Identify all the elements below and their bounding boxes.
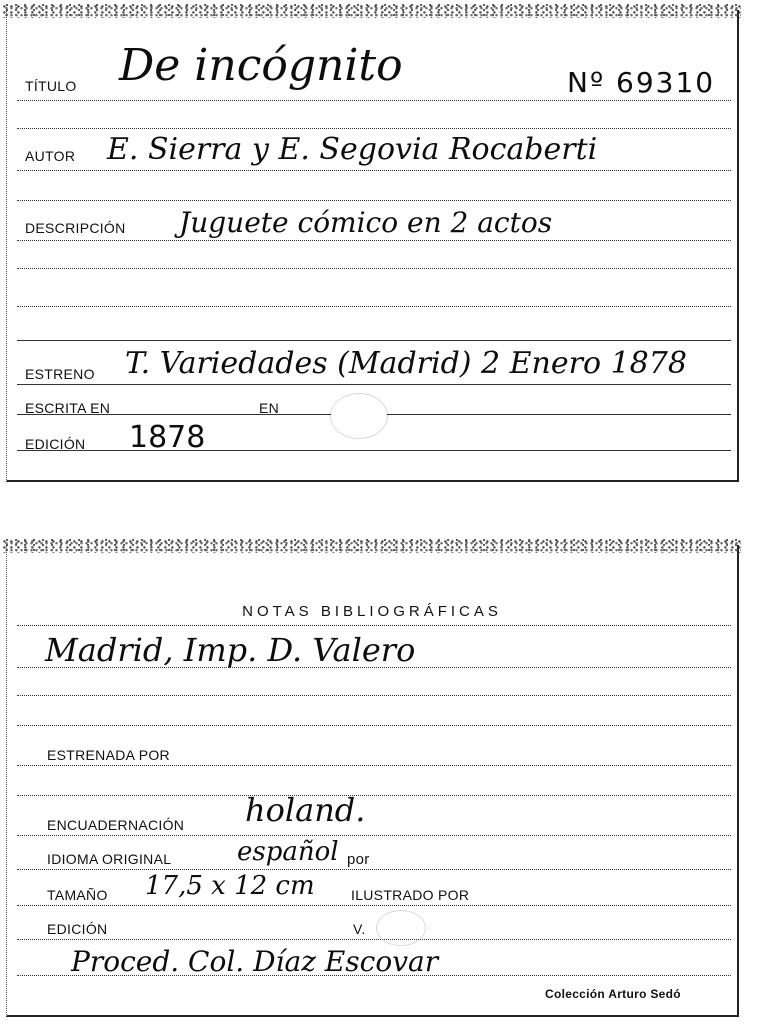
rule <box>17 939 731 940</box>
rule <box>17 128 731 129</box>
descripcion-value: Juguete cómico en 2 actos <box>179 206 553 239</box>
rule <box>17 905 731 906</box>
rule <box>17 100 731 101</box>
torn-edge <box>3 4 741 18</box>
rule <box>17 170 731 171</box>
rule <box>17 340 731 341</box>
estreno-label: ESTRENO <box>25 366 95 382</box>
tamano-label: TAMAÑO <box>47 887 108 903</box>
en-label: EN <box>259 400 280 416</box>
rule <box>17 869 731 870</box>
catalog-card-bottom <box>6 545 739 1017</box>
rule <box>17 667 731 668</box>
edicion-value: 1878 <box>129 420 206 455</box>
autor-value: E. Sierra y E. Segovia Rocaberti <box>107 132 598 167</box>
catalog-card-top <box>6 10 739 482</box>
torn-edge <box>3 539 741 553</box>
rule <box>17 200 731 201</box>
stamp-blot <box>331 394 387 438</box>
descripcion-label: DESCRIPCIÓN <box>25 220 126 236</box>
rule <box>17 795 731 796</box>
edicion-label: EDICIÓN <box>25 436 86 452</box>
notas-heading: NOTAS BIBLIOGRÁFICAS <box>242 603 502 620</box>
v-label: V. <box>353 921 366 937</box>
rule <box>17 835 731 836</box>
ilustrado-label: ILUSTRADO POR <box>351 887 470 903</box>
proced-value: Proced. Col. Díaz Escovar <box>71 945 439 978</box>
por-label: por <box>347 851 370 868</box>
rule <box>17 306 731 307</box>
rule <box>17 725 731 726</box>
tamano-value: 17,5 x 12 cm <box>145 871 315 901</box>
titulo-value: De incógnito <box>119 40 403 91</box>
rule <box>17 625 731 626</box>
rule <box>17 975 731 976</box>
titulo-label: TÍTULO <box>25 78 77 94</box>
rule <box>17 695 731 696</box>
collection-credit: Colección Arturo Sedó <box>545 987 681 1001</box>
estrenada-por-label: ESTRENADA POR <box>47 747 170 763</box>
rule <box>17 384 731 385</box>
edicion-label-2: EDICIÓN <box>47 921 108 937</box>
rule <box>17 268 731 269</box>
idioma-label: IDIOMA ORIGINAL <box>47 851 172 867</box>
rule <box>17 765 731 766</box>
autor-label: AUTOR <box>25 148 76 164</box>
estreno-value: T. Variedades (Madrid) 2 Enero 1878 <box>125 346 687 381</box>
encuadernacion-value: holand. <box>245 791 366 829</box>
rule <box>17 450 731 451</box>
escrita-en-label: ESCRITA EN <box>25 400 111 416</box>
rule <box>17 240 731 241</box>
notas-value: Madrid, Imp. D. Valero <box>45 631 416 669</box>
encuadernacion-label: ENCUADERNACIÓN <box>47 817 185 833</box>
idioma-value: español <box>237 837 339 867</box>
numero-value: Nº 69310 <box>567 66 716 99</box>
